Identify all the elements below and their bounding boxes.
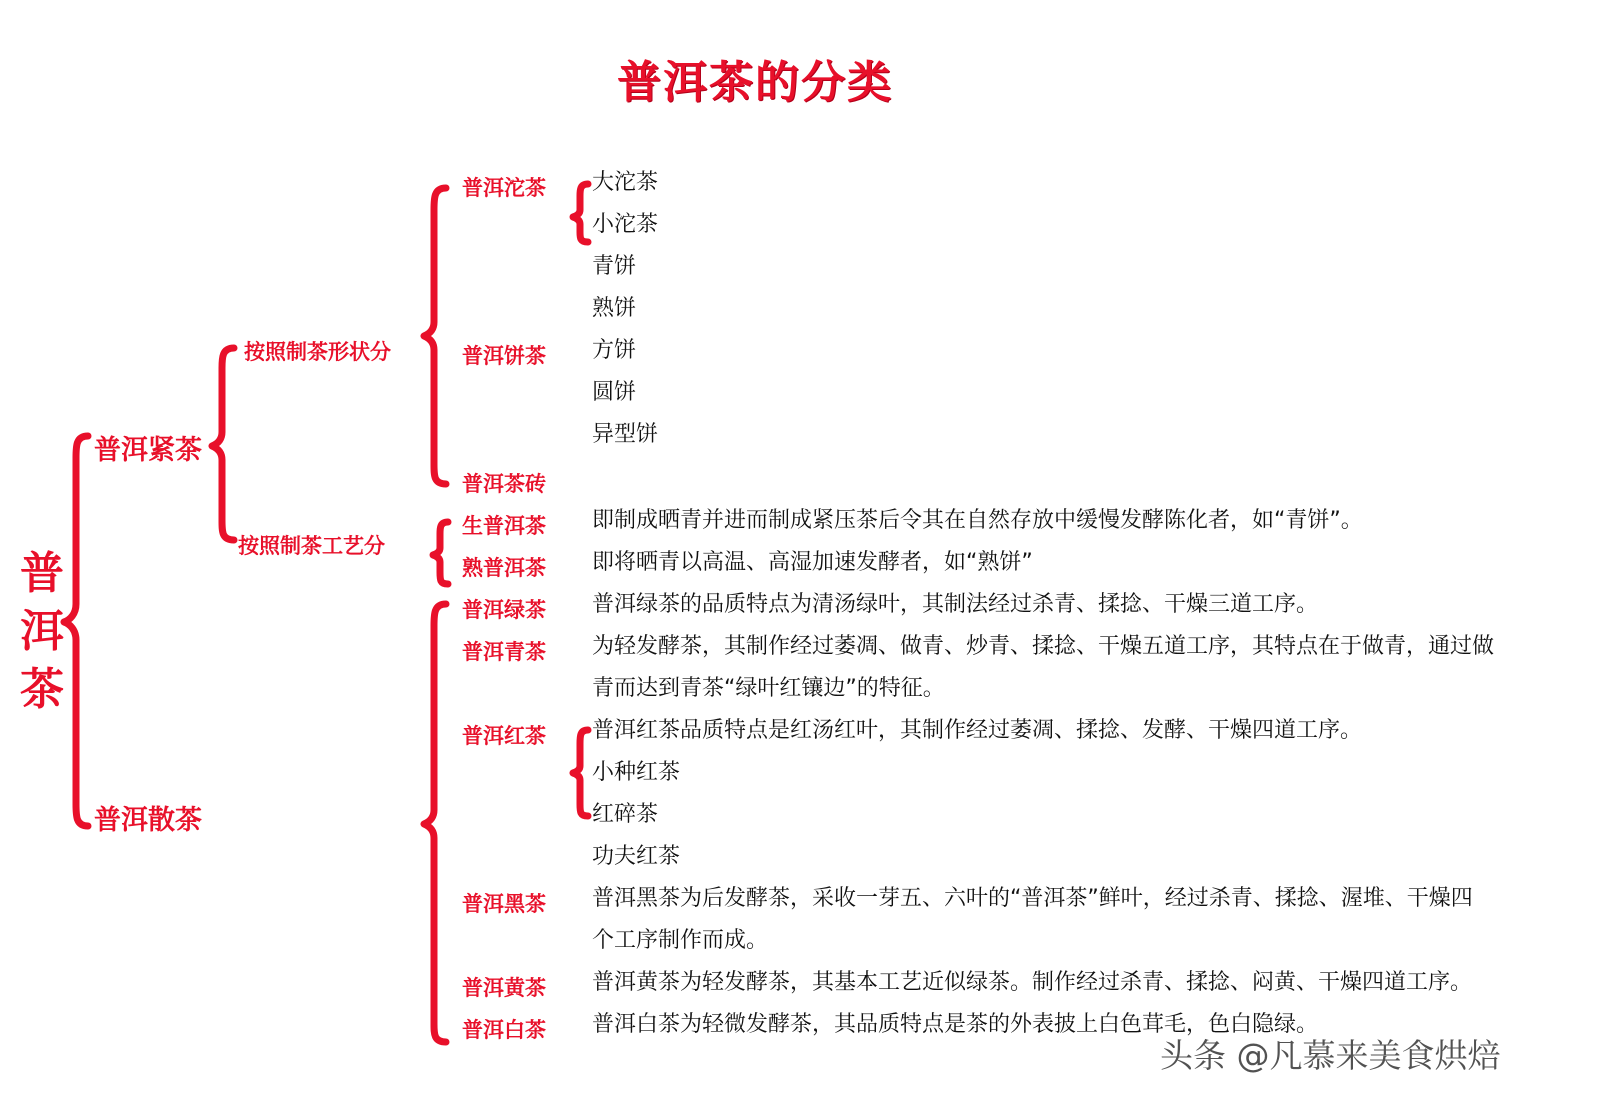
leaf-black-desc-1: 普洱黑茶为后发酵茶，采收一芽五、六叶的“普洱茶”鲜叶，经过杀青、揉捻、渥堆、干燥四 [592, 886, 1473, 911]
leaf-sheng-desc: 即制成晒青并进而制成紧压茶后令其在自然存放中缓慢发酵陈化者，如“青饼”。 [592, 508, 1363, 533]
leaf-black-desc-2: 个工序制作而成。 [592, 928, 769, 953]
node-tuocha: 普洱沱茶 [462, 176, 546, 200]
node-white: 普洱白茶 [462, 1018, 546, 1042]
node-bingcha: 普洱饼茶 [462, 344, 546, 368]
leaf-xiao-tuocha: 小沱茶 [592, 212, 659, 237]
node-chazhuan: 普洱茶砖 [462, 472, 546, 496]
node-jincha: 普洱紧茶 [94, 435, 202, 466]
leaf-red-desc: 普洱红茶品质特点是红汤红叶，其制作经过萎凋、揉捻、发酵、干燥四道工序。 [592, 718, 1363, 743]
node-red: 普洱红茶 [462, 724, 546, 748]
leaf-yuanbing: 圆饼 [592, 380, 637, 405]
leaf-yellow-desc: 普洱黄茶为轻发酵茶，其基本工艺近似绿茶。制作经过杀青、揉捻、闷黄、干燥四道工序。 [592, 970, 1473, 995]
leaf-fangbing: 方饼 [592, 338, 637, 363]
leaf-hongsui: 红碎茶 [592, 802, 659, 827]
leaf-qingbing: 青饼 [592, 254, 637, 279]
root-char-3: 茶 [20, 664, 64, 715]
red-bracket [573, 730, 588, 816]
leaf-qing-desc-2: 青而达到青茶“绿叶红镶边”的特征。 [592, 676, 945, 701]
shape-bracket [424, 188, 446, 484]
root-bracket [64, 436, 88, 826]
root-char-2: 洱 [20, 606, 64, 657]
node-sancha: 普洱散茶 [94, 805, 202, 836]
node-black: 普洱黑茶 [462, 892, 546, 916]
leaf-qing-desc-1: 为轻发酵茶，其制作经过萎凋、做青、炒青、揉捻、干燥五道工序，其特点在于做青，通过做 [592, 634, 1495, 659]
jincha-bracket [212, 348, 234, 540]
node-by-shape: 按照制茶形状分 [244, 340, 391, 364]
node-shu: 熟普洱茶 [462, 556, 546, 580]
leaf-gongfu: 功夫红茶 [592, 844, 681, 869]
leaf-white-desc: 普洱白茶为轻微发酵茶，其品质特点是茶的外表披上白色茸毛，色白隐绿。 [592, 1012, 1319, 1037]
node-sheng: 生普洱茶 [462, 514, 546, 538]
root-char-1: 普 [20, 548, 64, 599]
leaf-shubing: 熟饼 [592, 296, 637, 321]
leaf-shu-desc: 即将晒青以高温、高湿加速发酵者，如“熟饼” [592, 550, 1033, 575]
watermark-text: 头条 @凡慕来美食烘焙 [1160, 1036, 1501, 1075]
node-green: 普洱绿茶 [462, 598, 546, 622]
node-yellow: 普洱黄茶 [462, 976, 546, 1000]
node-qing: 普洱青茶 [462, 640, 546, 664]
leaf-xiaozhong: 小种红茶 [592, 760, 681, 785]
leaf-yixingbing: 异型饼 [592, 422, 659, 447]
tuo-bracket [573, 184, 588, 242]
craft-bracket [433, 522, 448, 584]
page-title: 普洱茶的分类 [617, 57, 893, 108]
leaf-da-tuocha: 大沱茶 [592, 170, 659, 195]
node-by-craft: 按照制茶工艺分 [238, 534, 385, 558]
loose-bracket [424, 604, 446, 1042]
leaf-green-desc: 普洱绿茶的品质特点为清汤绿叶，其制法经过杀青、揉捻、干燥三道工序。 [592, 592, 1319, 617]
